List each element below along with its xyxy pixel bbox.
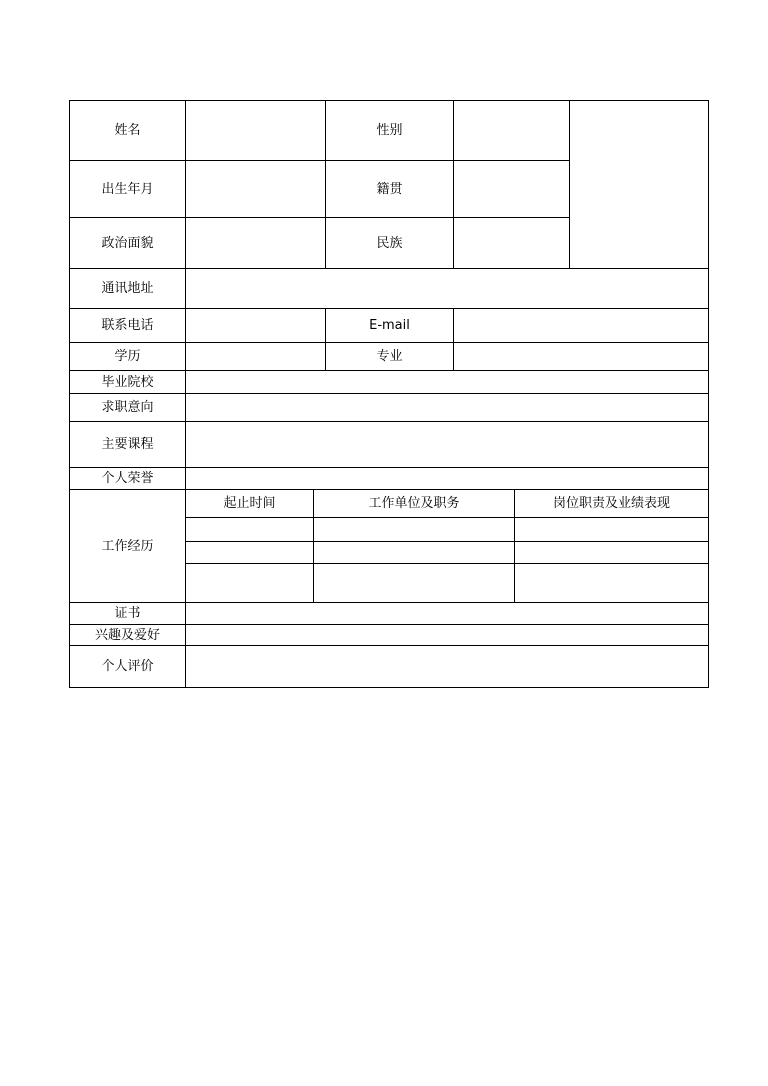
certificates-label: 证书 [70, 603, 186, 625]
native-place-field[interactable] [454, 161, 570, 218]
honors-field[interactable] [186, 468, 709, 490]
work-row-2-employer[interactable] [314, 542, 515, 564]
birth-label: 出生年月 [70, 161, 186, 218]
education-label: 学历 [70, 343, 186, 371]
photo-box[interactable] [570, 101, 709, 269]
self-evaluation-field[interactable] [186, 646, 709, 688]
work-col-employer: 工作单位及职务 [314, 490, 515, 518]
job-intention-label: 求职意向 [70, 394, 186, 422]
work-row-3-employer[interactable] [314, 564, 515, 603]
courses-field[interactable] [186, 422, 709, 468]
school-field[interactable] [186, 371, 709, 394]
name-field[interactable] [186, 101, 326, 161]
address-label: 通讯地址 [70, 269, 186, 309]
certificates-field[interactable] [186, 603, 709, 625]
gender-field[interactable] [454, 101, 570, 161]
name-label: 姓名 [70, 101, 186, 161]
birth-field[interactable] [186, 161, 326, 218]
major-field[interactable] [454, 343, 709, 371]
political-status-label: 政治面貌 [70, 218, 186, 269]
self-evaluation-label: 个人评价 [70, 646, 186, 688]
email-label: E-mail [326, 309, 454, 343]
phone-field[interactable] [186, 309, 326, 343]
email-field[interactable] [454, 309, 709, 343]
school-label: 毕业院校 [70, 371, 186, 394]
native-place-label: 籍贯 [326, 161, 454, 218]
work-col-duties: 岗位职责及业绩表现 [515, 490, 709, 518]
work-row-1-period[interactable] [186, 518, 314, 542]
ethnicity-field[interactable] [454, 218, 570, 269]
hobbies-label: 兴趣及爱好 [70, 625, 186, 646]
work-row-3-period[interactable] [186, 564, 314, 603]
address-field[interactable] [186, 269, 709, 309]
work-row-2-period[interactable] [186, 542, 314, 564]
ethnicity-label: 民族 [326, 218, 454, 269]
work-row-1-employer[interactable] [314, 518, 515, 542]
gender-label: 性别 [326, 101, 454, 161]
hobbies-field[interactable] [186, 625, 709, 646]
political-status-field[interactable] [186, 218, 326, 269]
resume-table [69, 100, 709, 688]
courses-label: 主要课程 [70, 422, 186, 468]
work-col-period: 起止时间 [186, 490, 314, 518]
phone-label: 联系电话 [70, 309, 186, 343]
work-row-1-duties[interactable] [515, 518, 709, 542]
job-intention-field[interactable] [186, 394, 709, 422]
work-row-2-duties[interactable] [515, 542, 709, 564]
honors-label: 个人荣誉 [70, 468, 186, 490]
work-experience-label: 工作经历 [70, 490, 186, 603]
major-label: 专业 [326, 343, 454, 371]
education-field[interactable] [186, 343, 326, 371]
work-row-3-duties[interactable] [515, 564, 709, 603]
